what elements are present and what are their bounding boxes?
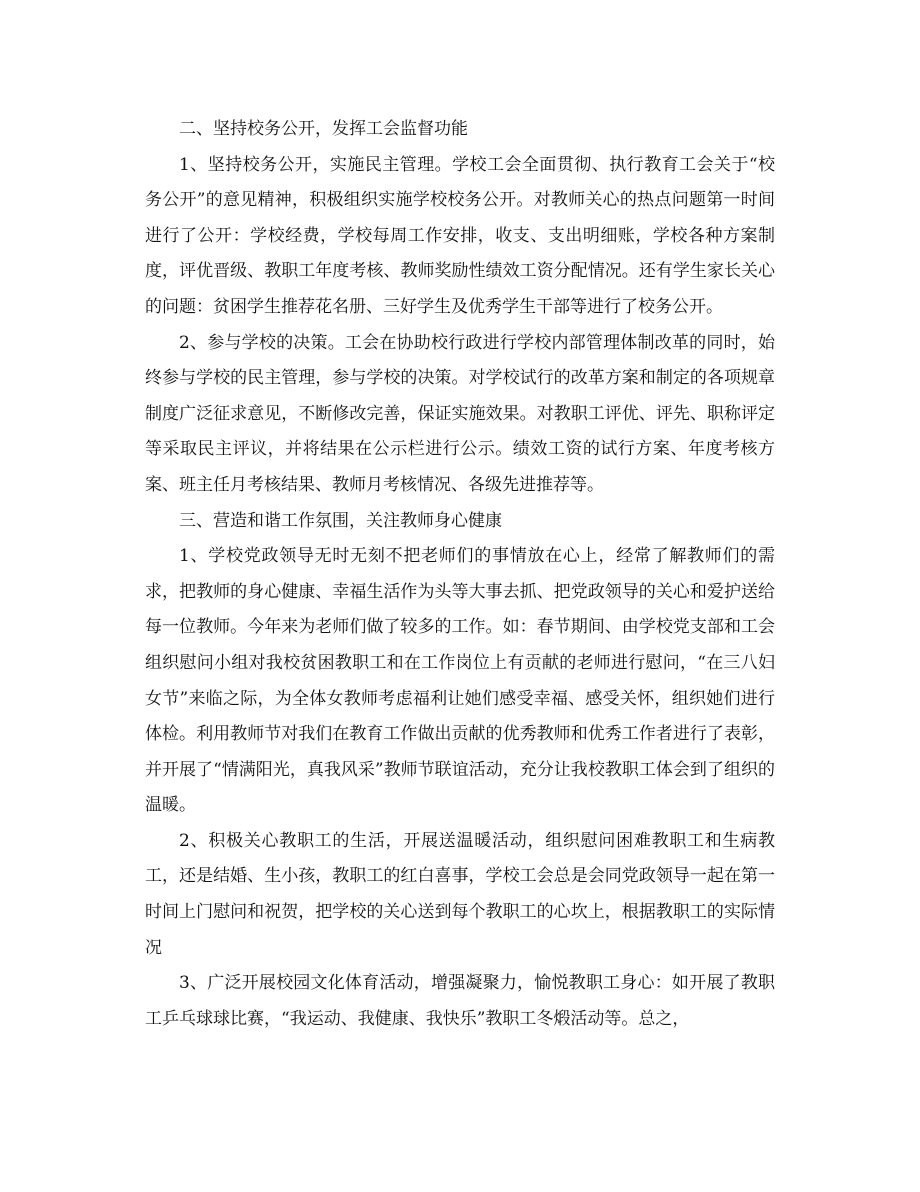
paragraph: 2、参与学校的决策。工会在协助校行政进行学校内部管理体制改革的同时，始终参与学校的民主管理，参与学校的决策。对学校试行的改革方案和制定的各项规章制度广泛征求意见，不断修改完善，保证实施效果。对教职工评优、评先、职称评定等采取民主评议，并将结果在公示栏进行公示。绩效工资的试行方案、年度考核方案、班主任月考核结果、教师月考核情况、各级先进推荐等。 xyxy=(145,332,775,495)
paragraph: 3、广泛开展校园文化体育活动，增强凝聚力，愉悦教职工身心：如开展了教职工乒乓球球比赛，“我运动、我健康、我快乐”教职工冬煅活动等。总之， xyxy=(145,973,775,1029)
section-heading: 二、坚持校务公开，发挥工会监督功能 xyxy=(179,119,468,139)
section-heading: 三、营造和谐工作氛围，关注教师身心健康 xyxy=(179,510,502,531)
paragraph: 2、积极关心教职工的生活，开展送温暖活动，组织慰问困难教职工和生病教工，还是结婚、生小孩，教职工的红白喜事，学校工会总是会同党政领导一起在第一时间上门慰问和祝贺，把学校的关心送到每个教职工的心坎上，根据教职工的实际情况 xyxy=(145,830,775,958)
paragraph: 1、坚持校务公开，实施民主管理。学校工会全面贯彻、执行教育工会关于“校务公开”的意见精神，积极组织实施学校校务公开。对教师关心的热点问题第一时间进行了公开：学校经费，学校每周工作安排，收支、支出明细账，学校各种方案制度，评优晋级、教职工年度考核、教师奖励性绩效工资分配情况。还有学生家长关心的问题：贫困学生推荐花名册、三好学生及优秀学生干部等进行了校务公开。 xyxy=(145,154,775,317)
document-page xyxy=(145,112,775,1037)
paragraph: 1、学校党政领导无时无刻不把老师们的事情放在心上，经常了解教师们的需求，把教师的身心健康、幸福生活作为头等大事去抓、把党政领导的关心和爱护送给每一位教师。今年来为老师们做了较多的工作。如：春节期间、由学校党支部和工会组织慰问小组对我校贫困教职工和在工作岗位上有贡献的老师进行慰问，“在三八妇女节”来临之际，为全体女教师考虑福利让她们感受幸福、感受关怀，组织她们进行体检。利用教师节对我们在教育工作做出贡献的优秀教师和优秀工作者进行了表彰，并开展了“情满阳光，真我风采”教师节联谊活动，充分让我校教职工体会到了组织的温暖。 xyxy=(145,546,775,816)
